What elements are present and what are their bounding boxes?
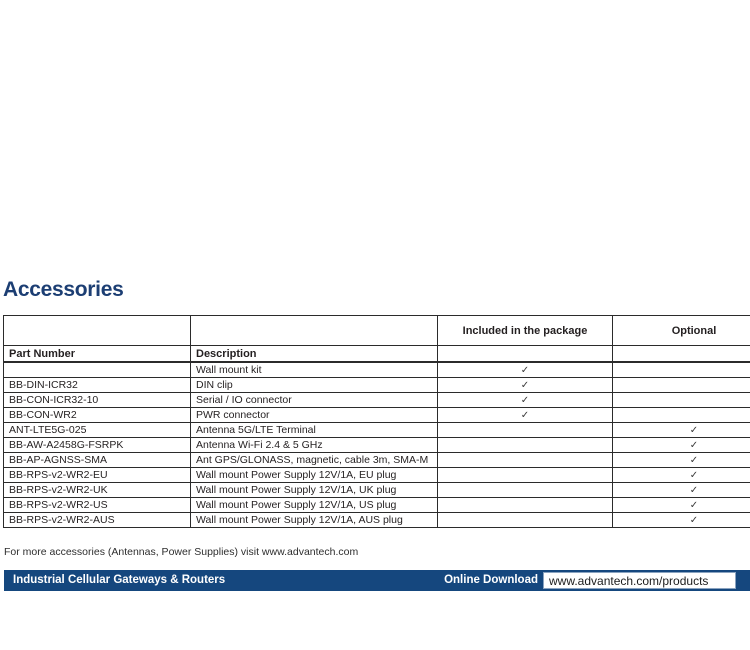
included-check: [438, 468, 613, 483]
table-row: [4, 453, 750, 468]
optional-check: [613, 362, 750, 378]
table-row: [4, 362, 750, 378]
part-number-cell: BB-RPS-v2-WR2-US: [4, 498, 191, 513]
accessories-footnote: For more accessories (Antennas, Power Supplies) visit www.advantech.com: [4, 546, 359, 558]
table-row: [4, 498, 750, 513]
description-cell: DIN clip: [191, 378, 438, 393]
empty-header-cell: [613, 346, 750, 363]
part-number-cell: BB-AP-AGNSS-SMA: [4, 453, 191, 468]
optional-check: ✓: [613, 468, 750, 483]
table-header-row-columns: [4, 346, 750, 363]
optional-check: [613, 393, 750, 408]
optional-check: ✓: [613, 423, 750, 438]
column-header-part-number: Part Number: [4, 346, 191, 363]
part-number-cell: BB-CON-ICR32-10: [4, 393, 191, 408]
table-row: [4, 408, 750, 423]
included-check: ✓: [438, 362, 613, 378]
part-number-cell: [4, 362, 191, 378]
footer-product-line-label: Industrial Cellular Gateways & Routers: [13, 574, 226, 586]
column-header-included: Included in the package: [438, 316, 613, 346]
optional-check: ✓: [613, 438, 750, 453]
part-number-cell: BB-RPS-v2-WR2-EU: [4, 468, 191, 483]
optional-check: [613, 378, 750, 393]
table-row: [4, 468, 750, 483]
included-check: [438, 513, 613, 528]
description-cell: Wall mount Power Supply 12V/1A, UK plug: [191, 483, 438, 498]
description-cell: PWR connector: [191, 408, 438, 423]
empty-header-cell: [4, 316, 191, 346]
description-cell: Wall mount Power Supply 12V/1A, US plug: [191, 498, 438, 513]
table-row: [4, 423, 750, 438]
included-check: ✓: [438, 378, 613, 393]
footer-bar: [4, 570, 750, 591]
table-row: [4, 513, 750, 528]
download-url-box: www.advantech.com/products: [543, 572, 736, 589]
part-number-cell: BB-DIN-ICR32: [4, 378, 191, 393]
included-check: ✓: [438, 393, 613, 408]
optional-check: ✓: [613, 453, 750, 468]
column-header-optional: Optional: [613, 316, 750, 346]
page-title: Accessories: [3, 278, 124, 301]
part-number-cell: BB-RPS-v2-WR2-UK: [4, 483, 191, 498]
table-header-row-package: [4, 316, 750, 346]
empty-header-cell: [438, 346, 613, 363]
optional-check: [613, 408, 750, 423]
table-row: [4, 483, 750, 498]
optional-check: ✓: [613, 498, 750, 513]
included-check: [438, 483, 613, 498]
included-check: [438, 438, 613, 453]
part-number-cell: BB-AW-A2458G-FSRPK: [4, 438, 191, 453]
part-number-cell: ANT-LTE5G-025: [4, 423, 191, 438]
accessories-table: [3, 315, 750, 528]
description-cell: Wall mount kit: [191, 362, 438, 378]
description-cell: Antenna 5G/LTE Terminal: [191, 423, 438, 438]
description-cell: Antenna Wi-Fi 2.4 & 5 GHz: [191, 438, 438, 453]
part-number-cell: BB-RPS-v2-WR2-AUS: [4, 513, 191, 528]
description-cell: Serial / IO connector: [191, 393, 438, 408]
online-download-label: Online Download: [444, 574, 538, 586]
table-row: [4, 438, 750, 453]
part-number-cell: BB-CON-WR2: [4, 408, 191, 423]
optional-check: ✓: [613, 513, 750, 528]
description-cell: Wall mount Power Supply 12V/1A, AUS plug: [191, 513, 438, 528]
description-cell: Wall mount Power Supply 12V/1A, EU plug: [191, 468, 438, 483]
included-check: [438, 423, 613, 438]
description-cell: Ant GPS/GLONASS, magnetic, cable 3m, SMA-M: [191, 453, 438, 468]
included-check: [438, 498, 613, 513]
empty-header-cell: [191, 316, 438, 346]
included-check: ✓: [438, 408, 613, 423]
optional-check: ✓: [613, 483, 750, 498]
accessories-table-body: [4, 316, 750, 528]
included-check: [438, 453, 613, 468]
table-row: [4, 378, 750, 393]
column-header-description: Description: [191, 346, 438, 363]
table-row: [4, 393, 750, 408]
